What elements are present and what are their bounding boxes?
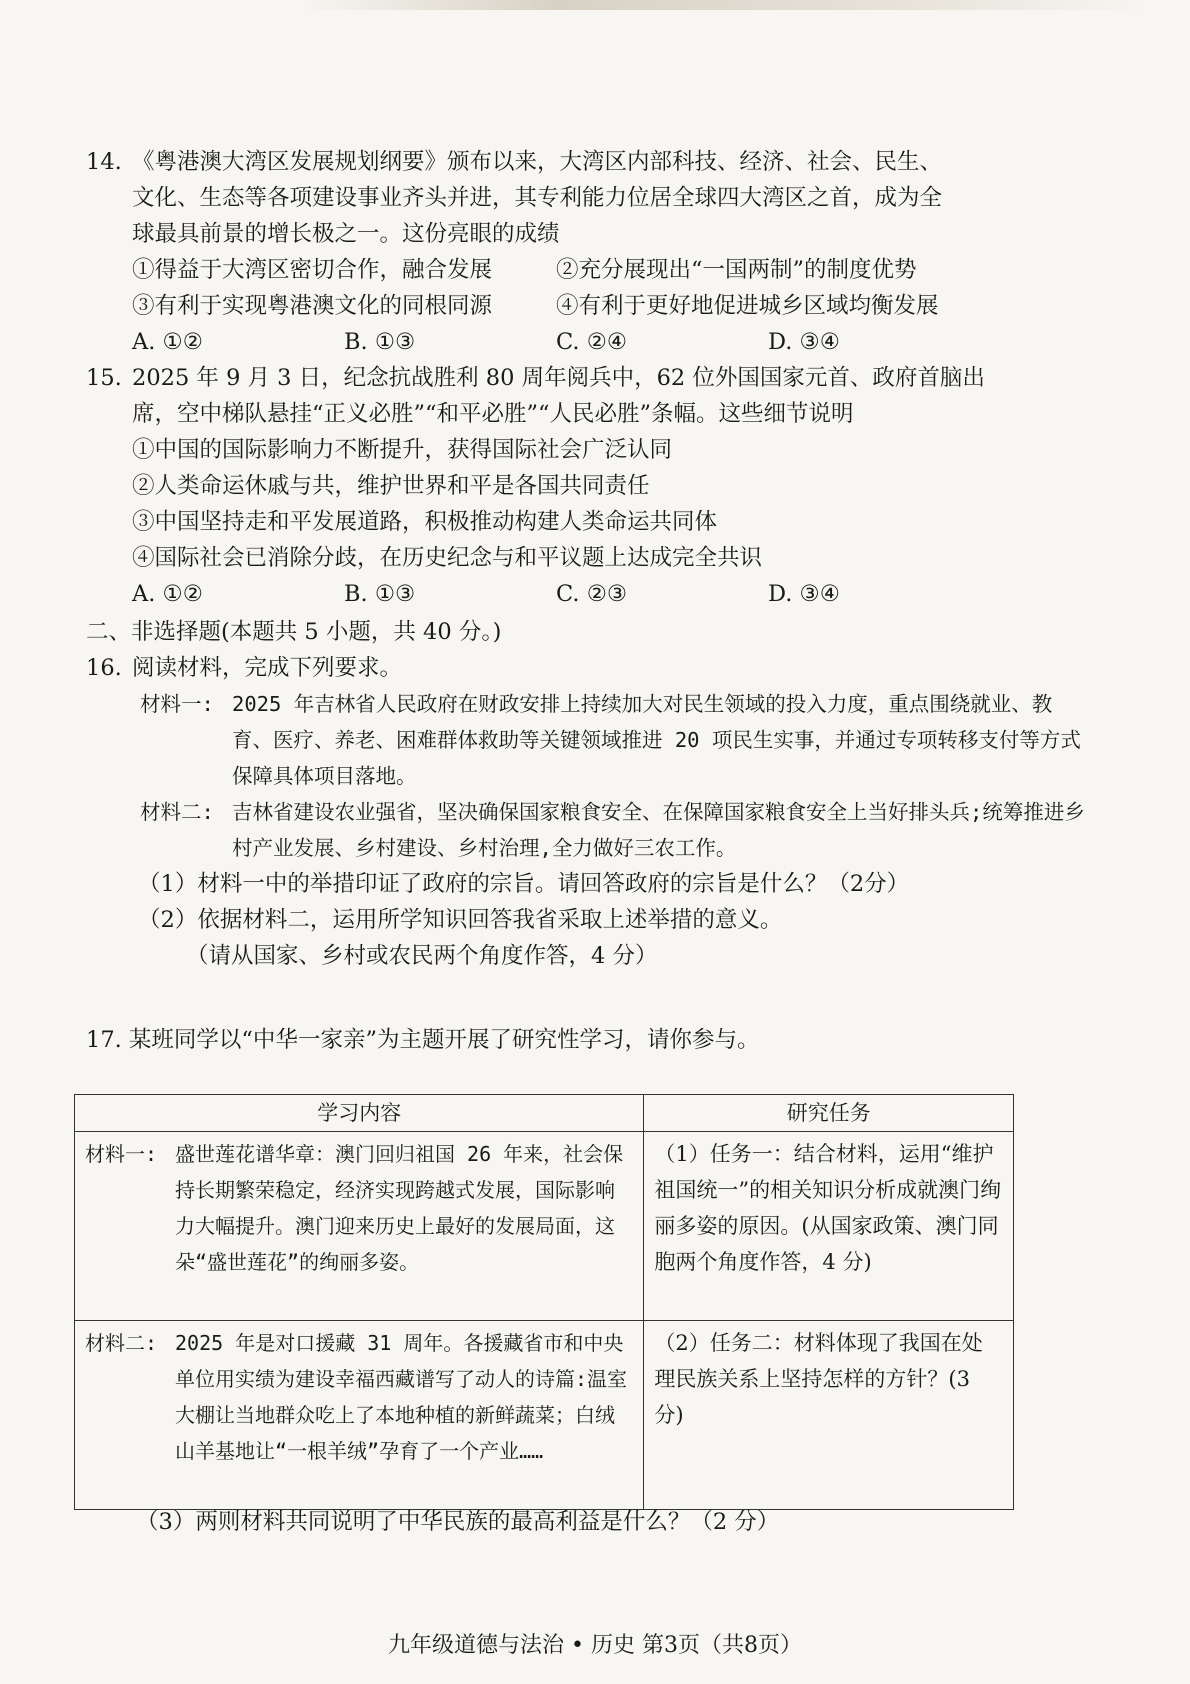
table-row (75, 1132, 1014, 1321)
page-footer: 九年级道德与法治 • 历史 第3页（共8页） (388, 1633, 802, 1658)
option-a: A. ①② (132, 329, 203, 355)
statement-row (86, 252, 1086, 288)
task-1-cell: （1）任务一：结合材料，运用“维护祖国统一”的相关知识分析成就澳门绚丽多姿的原因。(从国家政策、澳门同胞两个角度作答，4 分) (644, 1132, 1014, 1321)
study-table (74, 1094, 1014, 1510)
material-label: 材料一: (85, 1142, 158, 1166)
statement: ②充分展现出“一国两制”的制度优势 (556, 257, 917, 283)
task-2-cell: （2）任务二：材料体现了我国在处理民族关系上坚持怎样的方针？(3 分) (644, 1321, 1014, 1510)
material-text: 吉林省建设农业强省，坚决确保国家粮食安全、在保障国家粮食安全上当好排头兵;统筹推进乡村产业发展、乡村建设、乡村治理,全力做好三农工作。 (232, 800, 1085, 860)
answer-options (86, 324, 1086, 360)
table-row (75, 1321, 1014, 1510)
material-label: 材料二: (85, 1331, 158, 1355)
option-a: A. ①② (132, 581, 203, 607)
question-stem-line: 席，空中梯队悬挂“正义必胜”“和平必胜”“人民必胜”条幅。这些细节说明 (132, 401, 854, 427)
section-heading: 二、非选择题(本题共 5 小题，共 40 分。) (86, 619, 502, 645)
scan-edge (300, 0, 1150, 10)
question-16 (86, 650, 1086, 686)
table-header-task: 研究任务 (644, 1095, 1014, 1132)
option-b: B. ①③ (344, 581, 416, 607)
question-number: 15. (86, 365, 122, 391)
statement: ③有利于实现粤港澳文化的同根同源 (132, 293, 493, 319)
material-1-cell (75, 1132, 644, 1321)
material-text: 2025 年吉林省人民政府在财政安排上持续加大对民生领域的投入力度，重点围绕就业、教育、医疗、养老、困难群体救助等关键领域推进 20 项民生实事，并通过专项转移支付等方式保障具体项目落地。 (232, 692, 1081, 788)
material-2-cell (75, 1321, 644, 1510)
question-number: 14. (86, 149, 122, 175)
statement: ④国际社会已消除分歧，在历史纪念与和平议题上达成完全共识 (132, 545, 763, 571)
exam-page (86, 144, 1086, 974)
sub-question-1: （1）材料一中的举措印证了政府的宗旨。请回答政府的宗旨是什么？（2分） (138, 871, 910, 897)
question-stem-line: 文化、生态等各项建设事业齐头并进，其专利能力位居全球四大湾区之首，成为全 (132, 185, 943, 211)
material-text: 2025 年是对口援藏 31 周年。各援藏省市和中央单位用实绩为建设幸福西藏谱写了动人的诗篇:温室大棚让当地群众吃上了本地种植的新鲜蔬菜；白绒山羊基地让“一根羊绒”孕育了一个产业…… (175, 1331, 628, 1463)
sub-question-3: （3）两则材料共同说明了中华民族的最高利益是什么？（2 分） (136, 1509, 780, 1535)
material-2 (86, 794, 1086, 866)
sub-question-2: （2）依据材料二，运用所学知识回答我省采取上述举措的意义。 (138, 907, 783, 933)
material-1 (86, 686, 1086, 794)
statement: ①得益于大湾区密切合作，融合发展 (132, 257, 493, 283)
question-14 (86, 144, 1086, 252)
answer-options (86, 576, 1086, 612)
option-b: B. ①③ (344, 329, 416, 355)
statement-row (86, 288, 1086, 324)
sub-question-2-note: （请从国家、乡村或农民两个角度作答，4 分） (186, 943, 658, 969)
material-label: 材料一: (140, 692, 214, 716)
option-d: D. ③④ (768, 581, 840, 607)
question-stem-line: 2025 年 9 月 3 日，纪念抗战胜利 80 周年阅兵中，62 位外国国家元首、政府首脑出 (132, 365, 985, 391)
question-stem-line: 《粤港澳大湾区发展规划纲要》颁布以来，大湾区内部科技、经济、社会、民生、 (132, 149, 943, 175)
material-label: 材料二: (140, 800, 214, 824)
question-stem: 阅读材料，完成下列要求。 (132, 655, 403, 681)
question-17-stem: 17. 某班同学以“中华一家亲”为主题开展了研究性学习，请你参与。 (86, 1027, 760, 1053)
question-number: 16. (86, 655, 122, 681)
statement: ④有利于更好地促进城乡区域均衡发展 (556, 293, 939, 319)
statement: ②人类命运休戚与共，维护世界和平是各国共同责任 (132, 473, 650, 499)
option-d: D. ③④ (768, 329, 840, 355)
question-stem-line: 球最具前景的增长极之一。这份亮眼的成绩 (132, 221, 560, 247)
option-c: C. ②④ (556, 329, 628, 355)
option-c: C. ②③ (556, 581, 628, 607)
statement: ③中国坚持走和平发展道路，积极推动构建人类命运共同体 (132, 509, 718, 535)
table-header-content: 学习内容 (75, 1095, 644, 1132)
question-15 (86, 360, 1086, 432)
statement: ①中国的国际影响力不断提升，获得国际社会广泛认同 (132, 437, 673, 463)
material-text: 盛世莲花谱华章：澳门回归祖国 26 年来，社会保持长期繁荣稳定，经济实现跨越式发展，国际影响力大幅提升。澳门迎来历史上最好的发展局面，这朵“盛世莲花”的绚丽多姿。 (175, 1142, 624, 1274)
